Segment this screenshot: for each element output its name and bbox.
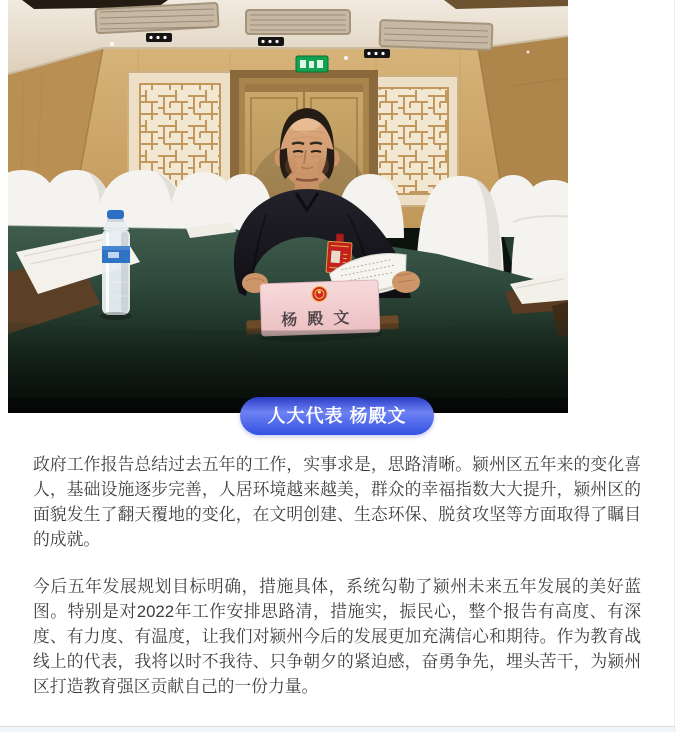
caption-badge-button[interactable]: 人大代表 杨殿文 <box>240 397 433 435</box>
meeting-room-photo <box>8 0 568 413</box>
national-emblem-icon <box>312 286 328 302</box>
page-bottom-strip <box>0 727 676 732</box>
paragraph-1: 政府工作报告总结过去五年的工作，实事求是，思路清晰。颍州区五年来的变化喜人，基础设施逐步完善，人居环境越来越美，群众的幸福指数大大提升，颍州区的面貌发生了翻天覆地的变化，在文明创建、生态环保、脱贫攻坚等方面取得了瞩目的成就。 <box>33 455 641 549</box>
water-bottle <box>100 210 132 320</box>
exit-sign <box>296 56 328 72</box>
paragraph-2: 今后五年发展规划目标明确，措施具体，系统勾勒了颍州未来五年发展的美好蓝图。特别是对2022年工作安排思路清，措施实，振民心，整个报告有高度、有深度、有力度、有温度，让我们对颍州今后的发展更加充满信心和期待。作为教育战线上的代表，我将以时不我待、只争朝夕的紧迫感，奋勇争先，埋头苦干，为颍州区打造教育强区贡献自己的一份力量。 <box>33 577 641 696</box>
name-card-text: 杨殿文 <box>281 309 360 330</box>
article-body <box>33 452 641 699</box>
